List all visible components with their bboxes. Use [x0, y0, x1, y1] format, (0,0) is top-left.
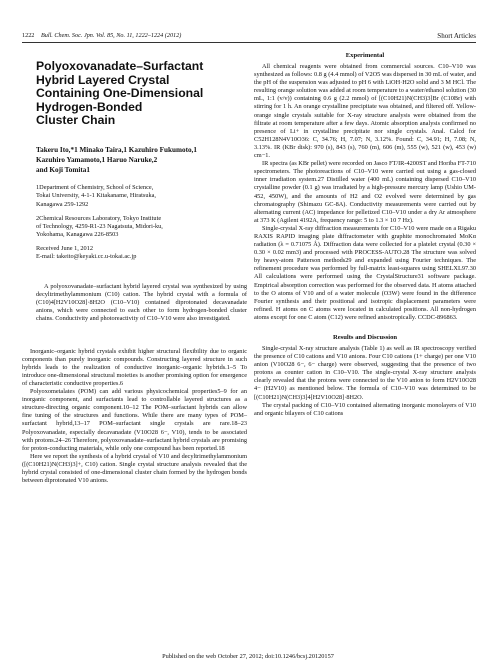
affiliations [36, 184, 247, 239]
received-info [36, 245, 247, 261]
author-line: Takeru Ito,*1 Minako Taira,1 Kazuhiro Fukumoto,1 [36, 145, 197, 154]
affiliation-1: 1Department of Chemistry, School of Science, Tokai University, 4-1-1 Kitakaname, Hiratsuka, Kanagawa 259-1292 [36, 184, 156, 208]
intro-paragraph: Polyoxometalates (POM) can add various physicochemical properties5–9 for an inorganic component, and surfactants lead to controllable layered structures as a structure-directing organic component.10–12 The POM–surfactant hybrids can allow fine tuning of the structures and functions. While there are many types of POM–surfactant hybrid,13–17 POM–surfactant single crystals are rare.18–23 Polyoxovanadate, especially decavanadate (V10O28 6−, V10), tends to be associated with protons.24–26 Therefore, polyoxovanadate–surfactant hybrid crystals are promising for proton-conducting materials, while only one compound has been reported.18 [22, 388, 247, 452]
affiliation-2: 2Chemical Resources Laboratory, Tokyo Institute of Technology, 4259-R1-23 Nagatsuta, Midori-ku, Yokohama, Kanagawa 226-8503 [36, 214, 163, 238]
email-address[interactable]: E-mail: takeito@keyaki.cc.u-tokai.ac.jp [36, 253, 137, 261]
title-line: Containing One-Dimensional [36, 86, 204, 101]
results-paragraph: Single-crystal X-ray structure analysis (Table 1) as well as IR spectroscopy verified the presence of C10 cations and V10 anions. Four C10 cations (1+ charge) per one V10 anion (V10O28 6−, 6− charge) were observed, suggesting that the presence of two protons as counter cation in C10–V10. The single-crystal X-ray structure analysis clearly revealed that the protons were connected to the V10 anion to form H2V10O28 4− (H2V10) as mentioned below. The formula of C10–V10 was determined to be [(C10H21)N(CH3)3]4[H2V10O28]·8H2O. [254, 345, 476, 401]
article-title [36, 60, 247, 128]
intro-paragraph: Here we report the synthesis of a hybrid crystal of V10 and decyltrimethylammonium ([(C10H21)N(CH3)3]+, C10) cation. Single crystal structure analysis revealed that the hybrid crystal consisted of one-dimensional cluster chain formed by the hydrogen bonds between diprotonated V10 anions. [22, 452, 247, 485]
experimental-paragraph: All chemical reagents were obtained from commercial sources. C10–V10 was synthesized as follows: 0.8 g (4.4 mmol) of V2O5 was dispersed in 30 mL of water, and the pH of the suspension was adjusted to pH 6 with LiOH·H2O solid and 3 M HCl. The resulting orange solution was added at room temperature to a water/ethanol solution (30 mL, 1:1 (v/v)) containing 0.6 g (2.2 mmol) of [(C10H21)N(CH3)3]Br (C10Br) with stirring for 1 h. An orange crystalline precipitate was obtained, and filtered off. Yellow-orange single crystals suitable for X-ray structure analysis were obtained from the filtrate at room temperature after a few days. Atomic absorption analysis confirmed no presence of Li+ in crystalline precipitate nor single crystals. Anal. Calcd for C52H128N4V10O36: C, 34.76; H, 7.07; N, 3.12%. Found: C, 34.91; H, 7.08; N, 3.13%. IR (KBr disk): 970 (s), 843 (s), 760 (m), 606 (m), 555 (w), 521 (w), 453 (w) cm−1. [254, 63, 476, 160]
experimental-paragraph: IR spectra (as KBr pellet) were recorded on Jasco FT/IR-4200ST and Horiba FT-710 spectrometers. The photoreactions of C10–V10 were carried out using a gas-closed inner irradiation system.27 Distilled water (400 mL) containing dispersed C10–V10 crystalline powder (0.1 g) was irradiated by a high-pressure mercury lamp (Ushio UM-452, 450W), and the amounts of H2 and O2 evolved were determined by gas chromatography (Shimazu GC-8A). Conductivity measurements were carried out by alternating current (AC) impedance for pelletized C10–V10 under a dry Ar atmosphere at 373 K (Agilent 4192A, frequency range: 5 to 1.3 × 10 7 Hz). [254, 160, 476, 224]
journal-citation: Bull. Chem. Soc. Jpn. Vol. 85, No. 11, 1222–1224 (2012) [41, 32, 182, 39]
section-label: Short Articles [437, 32, 476, 40]
author-line: and Koji Tomita1 [36, 165, 90, 174]
author-line: Kazuhiro Yamamoto,1 Haruo Naruke,2 [36, 155, 158, 164]
results-paragraph: The crystal packing of C10–V10 contained alternating inorganic monolayers of V10 and organic bilayers of C10 cations [254, 401, 476, 417]
page-number: 1222 [22, 32, 35, 39]
right-column [254, 52, 476, 418]
page-header [22, 30, 476, 43]
left-column [22, 52, 247, 485]
intro-paragraph: Inorganic–organic hybrid crystals exhibit higher structural flexibility due to organic components than purely inorganic compounds. Constructing layered structure in such hybrids leads to the realization of conductive inorganic–organic hybrids.1–5 To introduce one-dimensional structural moieties is another promising option for emergence of characteristic conductive properties.6 [22, 347, 247, 387]
experimental-heading: Experimental [345, 52, 385, 59]
experimental-section [254, 63, 476, 322]
received-date: Received June 1, 2012 [36, 244, 94, 252]
title-line: Polyoxovanadate–Surfactant [36, 59, 204, 73]
page-footer: Published on the web October 27, 2012; doi:10.1246/bcsj.20120157 [162, 653, 334, 660]
title-line: Hydrogen-Bonded [36, 99, 143, 114]
results-heading: Results and Discussion [332, 334, 398, 341]
title-line: Cluster Chain [36, 113, 116, 128]
experimental-paragraph: Single-crystal X-ray diffraction measurements for C10–V10 were made on a Rigaku RAXIS RAPID imaging plate diffractometer with graphite monochromated MoKα radiation (λ = 0.71075 Å). Diffraction data were collected for a platelet crystal (0.30 × 0.30 × 0.02 mm3) and processed with PROCESS-AUTO.28 The structure was solved by heavy-atom Patterson methods29 and expanded using Fourier techniques. The refinement procedure was performed by full-matrix least-squares using SHELXL97.30 All calculations were performed using the CrystalStructure31 software package. Empirical absorption correction was performed for the observed data. H atoms attached to the O atoms of V10 and of a water molecule (O3W) were found in the difference Fourier synthesis and their positional and isotropic displacement parameters were refined. H atoms on C atoms were located in calculated positions. All non-hydrogen atoms except for one C atom (C12) were refined anisotropically. CCDC-896863. [254, 224, 476, 321]
abstract: A polyoxovanadate–surfactant hybrid layered crystal was synthesized by using decyltrimethylammonium (C10) cation. The hybrid crystal with a formula of (C10)4[H2V10O28]·8H2O (C10–V10) contained diprotonated decavanadate anions, which were connected to each other to form hydrogen-bonded cluster chains. Conductivity and photoreactivity of C10–V10 were also investigated. [36, 283, 247, 323]
author-list [36, 146, 247, 175]
results-section [254, 345, 476, 418]
title-line: Hybrid Layered Crystal [36, 72, 170, 87]
introduction [22, 348, 247, 486]
